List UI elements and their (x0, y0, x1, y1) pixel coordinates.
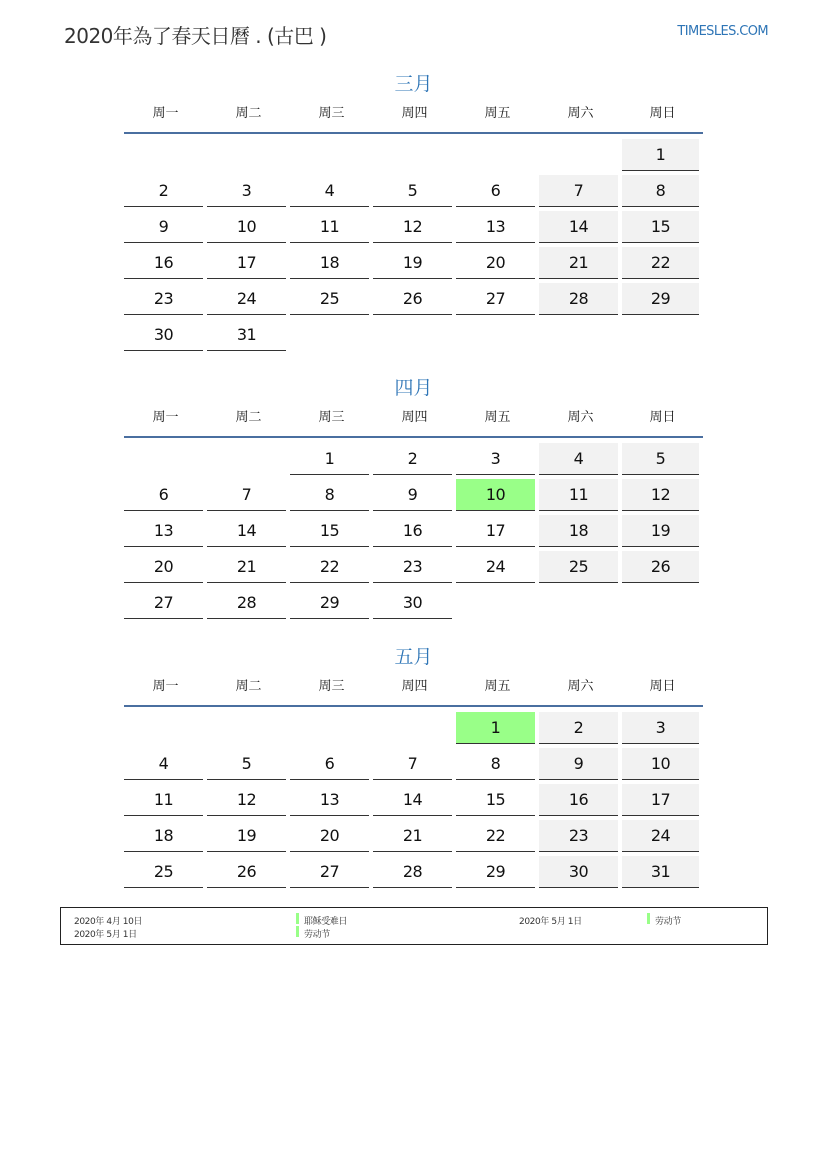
day-cell (539, 551, 622, 587)
weekday-label: 周二 (235, 679, 262, 694)
day-cell (622, 283, 703, 319)
day-cell (290, 515, 373, 551)
calendar-day: 16 (373, 515, 452, 547)
weekday-header (124, 677, 703, 707)
calendar-day: 26 (622, 551, 699, 583)
day-cell (373, 211, 456, 247)
day-cell (207, 283, 290, 319)
calendar-day: 28 (539, 283, 618, 315)
day-cell (124, 748, 207, 784)
day-cell (207, 748, 290, 784)
day-cell (373, 319, 456, 355)
calendar-day: 18 (290, 247, 369, 279)
week-row (124, 712, 703, 748)
weekday-header (124, 408, 703, 438)
day-cell (207, 784, 290, 820)
day-cell (207, 319, 290, 355)
holiday-day: 10 (456, 479, 535, 511)
calendar-day: 8 (456, 748, 535, 780)
weekday-label: 周日 (649, 410, 676, 425)
day-cell (207, 856, 290, 892)
day-cell (207, 479, 290, 515)
calendar-day: 7 (539, 175, 618, 207)
calendar-day: 4 (539, 443, 618, 475)
day-cell (207, 211, 290, 247)
weekday-label: 周三 (318, 410, 345, 425)
calendar-day: 5 (622, 443, 699, 475)
calendar-day: 25 (290, 283, 369, 315)
day-cell (124, 175, 207, 211)
calendar-day: 10 (622, 748, 699, 780)
day-cell (539, 587, 622, 623)
calendar-day: 31 (207, 319, 286, 351)
day-cell (539, 820, 622, 856)
day-cell (290, 748, 373, 784)
calendar-day: 27 (124, 587, 203, 619)
weekday-label: 周四 (401, 106, 428, 121)
week-row (124, 856, 703, 892)
calendar-day: 15 (622, 211, 699, 243)
calendar-day: 20 (124, 551, 203, 583)
month-calendar (124, 643, 703, 892)
calendar-day: 3 (456, 443, 535, 475)
calendar-day: 7 (207, 479, 286, 511)
day-cell (373, 587, 456, 623)
legend-holiday-name: 劳动节 (304, 930, 330, 940)
day-cell (456, 443, 539, 479)
day-cell (373, 820, 456, 856)
day-cell (539, 748, 622, 784)
day-cell (124, 551, 207, 587)
calendar-day: 4 (124, 748, 203, 780)
day-cell (622, 479, 703, 515)
day-cell (456, 139, 539, 175)
day-cell (290, 319, 373, 355)
month-title: 四月 (394, 377, 433, 399)
calendar-day: 19 (373, 247, 452, 279)
day-cell (290, 175, 373, 211)
day-cell (373, 139, 456, 175)
calendar-day: 14 (207, 515, 286, 547)
weekday-label: 周一 (152, 410, 179, 425)
week-row (124, 820, 703, 856)
calendar-day: 15 (290, 515, 369, 547)
calendar-day: 23 (539, 820, 618, 852)
calendar-day: 9 (539, 748, 618, 780)
day-cell (622, 211, 703, 247)
calendar-day: 29 (622, 283, 699, 315)
calendar-day: 29 (456, 856, 535, 888)
day-cell (290, 247, 373, 283)
day-cell (539, 211, 622, 247)
calendar-day: 19 (207, 820, 286, 852)
calendar-day: 30 (124, 319, 203, 351)
day-cell (124, 712, 207, 748)
page-title: 2020年為了春天日曆 . (古巴 ) (64, 24, 327, 48)
calendar-day: 13 (124, 515, 203, 547)
week-row (124, 319, 703, 355)
weekday-label: 周五 (484, 679, 511, 694)
calendar-day: 16 (539, 784, 618, 816)
calendar-day: 31 (622, 856, 699, 888)
calendar-day: 23 (373, 551, 452, 583)
day-cell (124, 283, 207, 319)
day-cell (539, 784, 622, 820)
weekday-label: 周一 (152, 679, 179, 694)
week-row (124, 443, 703, 479)
day-cell (207, 551, 290, 587)
day-cell (622, 247, 703, 283)
day-cell (622, 820, 703, 856)
calendar-day: 25 (124, 856, 203, 888)
weekday-label: 周一 (152, 106, 179, 121)
day-cell (622, 551, 703, 587)
day-cell (290, 443, 373, 479)
calendar-day: 12 (373, 211, 452, 243)
weekday-label: 周三 (318, 679, 345, 694)
weekday-label: 周二 (235, 410, 262, 425)
day-cell (124, 211, 207, 247)
holiday-marker (296, 926, 299, 937)
calendar-day: 14 (539, 211, 618, 243)
legend-date: 2020年 5月 1日 (519, 917, 582, 927)
calendar-day: 1 (290, 443, 369, 475)
calendar-day: 6 (456, 175, 535, 207)
calendar-day: 12 (207, 784, 286, 816)
week-row (124, 211, 703, 247)
day-cell (124, 856, 207, 892)
day-cell (373, 515, 456, 551)
day-cell (290, 856, 373, 892)
calendar-day: 28 (207, 587, 286, 619)
day-cell (207, 443, 290, 479)
legend-date: 2020年 5月 1日 (74, 930, 137, 940)
month-title: 三月 (394, 73, 433, 95)
calendar-day: 26 (373, 283, 452, 315)
week-row (124, 175, 703, 211)
day-cell (456, 784, 539, 820)
calendar-day: 12 (622, 479, 699, 511)
calendar-day: 15 (456, 784, 535, 816)
day-cell (456, 748, 539, 784)
calendar-day: 11 (124, 784, 203, 816)
calendar-day: 4 (290, 175, 369, 207)
calendar-day: 30 (539, 856, 618, 888)
calendar-day: 13 (456, 211, 535, 243)
day-cell (290, 551, 373, 587)
calendar-day: 10 (207, 211, 286, 243)
calendar-day: 9 (124, 211, 203, 243)
day-cell (124, 247, 207, 283)
calendar-day: 21 (207, 551, 286, 583)
day-cell (622, 319, 703, 355)
day-cell (456, 211, 539, 247)
calendar-day: 21 (373, 820, 452, 852)
calendar-day: 14 (373, 784, 452, 816)
day-cell (539, 479, 622, 515)
day-cell (373, 712, 456, 748)
day-cell (456, 479, 539, 515)
calendar-day: 2 (124, 175, 203, 207)
calendar-day: 24 (207, 283, 286, 315)
calendar-day: 17 (207, 247, 286, 279)
calendar-day: 2 (373, 443, 452, 475)
day-cell (539, 443, 622, 479)
day-cell (373, 748, 456, 784)
calendar-day: 19 (622, 515, 699, 547)
day-cell (539, 247, 622, 283)
day-cell (373, 856, 456, 892)
calendar-day: 18 (124, 820, 203, 852)
day-cell (290, 283, 373, 319)
day-cell (622, 175, 703, 211)
calendar-day: 9 (373, 479, 452, 511)
holiday-legend (60, 907, 768, 945)
calendar-day: 16 (124, 247, 203, 279)
calendar-day: 27 (290, 856, 369, 888)
day-cell (539, 175, 622, 211)
legend-date: 2020年 4月 10日 (74, 917, 143, 927)
day-cell (373, 784, 456, 820)
week-row (124, 748, 703, 784)
weekday-label: 周六 (567, 106, 594, 121)
day-cell (456, 712, 539, 748)
day-grid (124, 712, 703, 892)
calendar-day: 8 (290, 479, 369, 511)
day-cell (539, 856, 622, 892)
calendar-day: 2 (539, 712, 618, 744)
day-cell (290, 479, 373, 515)
day-cell (456, 283, 539, 319)
calendar-day: 23 (124, 283, 203, 315)
holiday-marker (296, 913, 299, 924)
weekday-header (124, 104, 703, 134)
calendar-day: 3 (622, 712, 699, 744)
month-calendar (124, 374, 703, 623)
calendar-day: 5 (207, 748, 286, 780)
legend-holiday-name: 耶稣受难日 (304, 917, 348, 927)
day-cell (290, 211, 373, 247)
week-row (124, 515, 703, 551)
week-row (124, 784, 703, 820)
day-cell (456, 587, 539, 623)
weekday-label: 周日 (649, 106, 676, 121)
calendar-day: 5 (373, 175, 452, 207)
day-cell (622, 784, 703, 820)
calendar-day: 17 (456, 515, 535, 547)
weekday-label: 周五 (484, 106, 511, 121)
week-row (124, 139, 703, 175)
day-cell (207, 820, 290, 856)
calendar-day: 24 (456, 551, 535, 583)
day-cell (622, 856, 703, 892)
day-cell (207, 139, 290, 175)
day-cell (539, 319, 622, 355)
month-calendar (124, 70, 703, 355)
day-cell (373, 247, 456, 283)
calendar-day: 17 (622, 784, 699, 816)
day-cell (539, 515, 622, 551)
weekday-label: 周五 (484, 410, 511, 425)
day-cell (539, 283, 622, 319)
day-cell (207, 175, 290, 211)
day-cell (207, 587, 290, 623)
day-cell (622, 515, 703, 551)
day-cell (539, 139, 622, 175)
day-grid (124, 139, 703, 355)
calendar-day: 18 (539, 515, 618, 547)
day-cell (456, 247, 539, 283)
day-cell (124, 319, 207, 355)
calendar-day: 13 (290, 784, 369, 816)
weekday-label: 周二 (235, 106, 262, 121)
day-cell (207, 712, 290, 748)
day-cell (290, 587, 373, 623)
weekday-label: 周四 (401, 679, 428, 694)
calendar-day: 1 (622, 139, 699, 171)
day-cell (456, 319, 539, 355)
day-cell (124, 784, 207, 820)
calendar-day: 28 (373, 856, 452, 888)
day-cell (622, 443, 703, 479)
legend-holiday-name: 劳动节 (655, 917, 681, 927)
week-row (124, 479, 703, 515)
calendar-day: 11 (290, 211, 369, 243)
calendar-day: 22 (622, 247, 699, 279)
week-row (124, 551, 703, 587)
day-grid (124, 443, 703, 623)
day-cell (373, 443, 456, 479)
calendar-day: 11 (539, 479, 618, 511)
day-cell (456, 175, 539, 211)
day-cell (373, 175, 456, 211)
day-cell (622, 748, 703, 784)
day-cell (373, 479, 456, 515)
calendar-day: 22 (456, 820, 535, 852)
calendar-day: 30 (373, 587, 452, 619)
weekday-label: 周四 (401, 410, 428, 425)
day-cell (456, 551, 539, 587)
day-cell (207, 247, 290, 283)
weekday-label: 周六 (567, 410, 594, 425)
calendar-day: 25 (539, 551, 618, 583)
calendar-day: 6 (124, 479, 203, 511)
day-cell (290, 139, 373, 175)
calendar-day: 7 (373, 748, 452, 780)
day-cell (124, 515, 207, 551)
day-cell (622, 139, 703, 175)
calendar-day: 27 (456, 283, 535, 315)
calendar-day: 20 (290, 820, 369, 852)
weekday-label: 周日 (649, 679, 676, 694)
weekday-label: 周三 (318, 106, 345, 121)
day-cell (622, 712, 703, 748)
day-cell (290, 712, 373, 748)
day-cell (207, 515, 290, 551)
calendar-day: 3 (207, 175, 286, 207)
day-cell (373, 283, 456, 319)
holiday-marker (647, 913, 650, 924)
day-cell (124, 139, 207, 175)
week-row (124, 587, 703, 623)
day-cell (456, 515, 539, 551)
month-title: 五月 (394, 646, 433, 668)
day-cell (290, 784, 373, 820)
day-cell (124, 479, 207, 515)
calendar-day: 8 (622, 175, 699, 207)
day-cell (456, 820, 539, 856)
weekday-label: 周六 (567, 679, 594, 694)
calendar-day: 6 (290, 748, 369, 780)
site-link[interactable]: TIMESLES.COM (677, 24, 768, 39)
day-cell (373, 551, 456, 587)
week-row (124, 283, 703, 319)
calendar-day: 20 (456, 247, 535, 279)
calendar-day: 29 (290, 587, 369, 619)
calendar-day: 26 (207, 856, 286, 888)
day-cell (456, 856, 539, 892)
day-cell (124, 587, 207, 623)
calendar-day: 22 (290, 551, 369, 583)
day-cell (622, 587, 703, 623)
day-cell (539, 712, 622, 748)
calendar-day: 21 (539, 247, 618, 279)
day-cell (124, 443, 207, 479)
day-cell (290, 820, 373, 856)
calendar-day: 24 (622, 820, 699, 852)
week-row (124, 247, 703, 283)
holiday-day: 1 (456, 712, 535, 744)
day-cell (124, 820, 207, 856)
